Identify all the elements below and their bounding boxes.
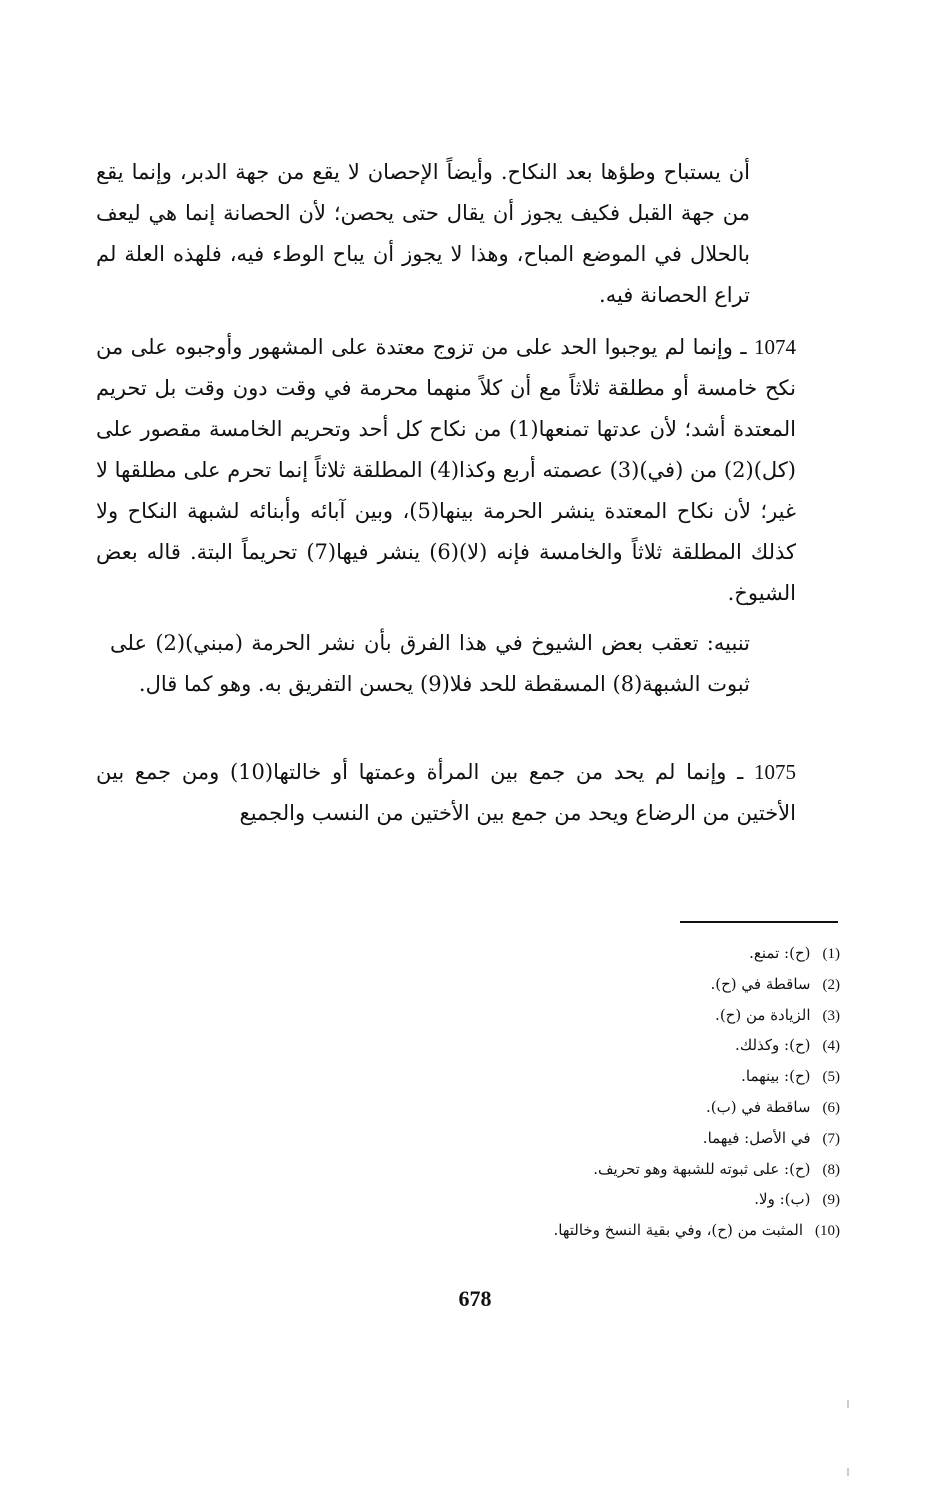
paragraph-text: تنبيه: تعقب بعض الشيوخ في هذا الفرق بأن نشر الحرمة (مبني)(2) على ثبوت الشبهة(8) المسقطة للحد فلا(9) يحسن التفريق به. وهو كما قال. (110, 631, 750, 696)
footnote-number: (1) (822, 946, 840, 962)
footnote-item (440, 1215, 840, 1246)
paragraph-1075 (96, 752, 796, 838)
paragraph-intro (96, 152, 750, 316)
paragraph-number: 1074 (754, 335, 796, 359)
footnote-number: (7) (822, 1130, 840, 1147)
footnote-number: (3) (822, 1007, 840, 1024)
footnote-text: الزيادة من (ح). (715, 1005, 811, 1024)
footnote-number: (2) (822, 976, 840, 993)
footnote-number: (10) (815, 1223, 840, 1240)
footnote-item (440, 1123, 840, 1154)
footnote-item (440, 1030, 840, 1061)
footnote-item (440, 1000, 840, 1031)
footnote-item (440, 969, 840, 1000)
footnote-number: (9) (822, 1192, 840, 1209)
footnote-text: ساقطة في (ب). (706, 1097, 811, 1116)
footnote-text: (ب): ولا. (754, 1190, 811, 1209)
footnote-text: (ح): بينهما. (741, 1067, 811, 1086)
footnote-divider (680, 921, 838, 923)
footnote-item (440, 1184, 840, 1215)
paragraph-1074 (96, 327, 796, 617)
footnote-number: (6) (822, 1099, 840, 1116)
footnotes-list (440, 938, 840, 1246)
footnote-text: المثبت من (ح)، وفي بقية النسخ وخالتها. (553, 1221, 803, 1240)
footnote-text: في الأصل: فيهما. (702, 1128, 811, 1147)
footnote-number: (4) (822, 1038, 840, 1055)
footnote-number: (8) (822, 1161, 840, 1178)
paragraph-text: أن يستباح وطؤها بعد النكاح. وأيضاً الإحصان لا يقع من جهة الدبر، وإنما يقع من جهة القبل فكيف يجوز أن يقال حتى يحصن؛ لأن الحصانة إنما هي ليعف بالحلال في الموضع المباح، وهذا لا يجوز أن يباح الوطء فيه، فلهذه العلة لم تراع الحصانة فيه. (96, 160, 750, 307)
footnote-text: (ح): تمنع. (749, 944, 811, 962)
footnote-text: (ح): وكذلك. (735, 1036, 811, 1055)
footnote-item (440, 938, 840, 969)
footnote-number: (5) (822, 1069, 840, 1086)
paragraph-note (110, 623, 750, 748)
footnote-item (440, 1154, 840, 1185)
scan-artifact (847, 1400, 849, 1408)
scan-artifact (847, 1468, 849, 1476)
footnote-text: ساقطة في (ح). (710, 974, 811, 993)
paragraph-text: ـ وإنما لم يوجبوا الحد على من تزوج معتدة على المشهور وأوجبوه على من نكح خامسة أو مطلقة ثلاثاً مع أن كلاً منهما محرمة في وقت دون وقت بل تحريم المعتدة أشد؛ لأن عدتها تمنعها(1) من نكاح كل أحد وتحريم الخامسة مقصور على (كل)(2) من (في)(3) عصمته أربع وكذا(4) المطلقة ثلاثاً إنما تحرم على مطلقها لا غير؛ لأن نكاح المعتدة ينشر الحرمة بينها(5)، وبين آبائه وأبنائه لشبهة النكاح ولا كذلك المطلقة ثلاثاً والخامسة فإنه (لا)(6) ينشر فيها(7) تحريماً البتة. قاله بعض الشيوخ. (96, 335, 797, 605)
footnote-item (440, 1092, 840, 1123)
page-number: 678 (458, 1286, 492, 1311)
paragraph-text: ـ وإنما لم يحد من جمع بين المرأة وعمتها أو خالتها(10) ومن جمع بين الأختين من الرضاع ويحد من جمع بين الأختين من النسب والجميع (96, 760, 796, 825)
footnote-item (440, 1061, 840, 1092)
paragraph-number: 1075 (753, 760, 796, 784)
footnote-text: (ح): على ثبوته للشبهة وهو تحريف. (593, 1159, 811, 1178)
